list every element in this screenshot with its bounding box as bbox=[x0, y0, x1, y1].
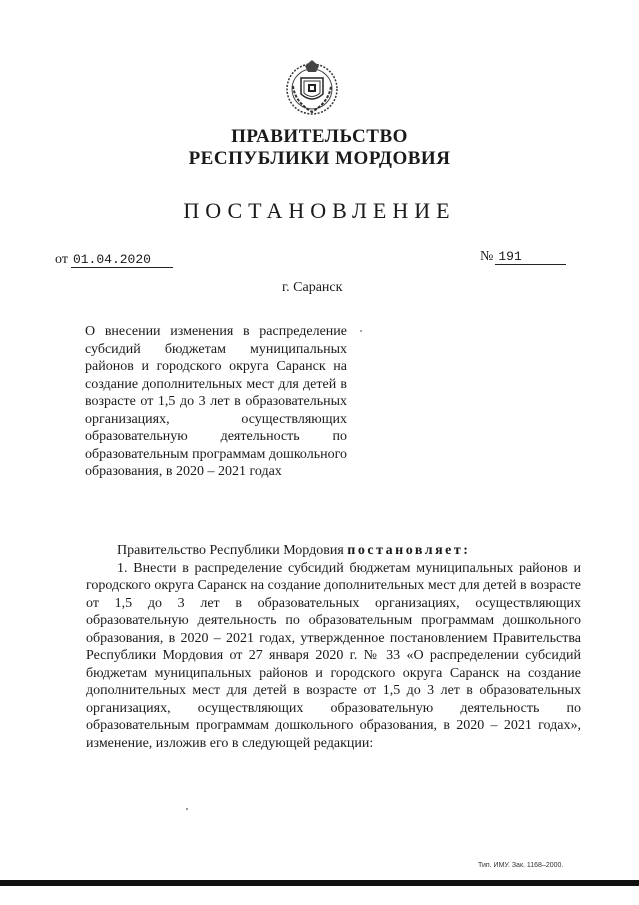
organization-line2: РЕСПУБЛИКИ МОРДОВИЯ bbox=[188, 148, 451, 169]
paragraph-1: 1. Внести в распределение субсидий бюджетам муниципальных районов и городского округа Саранск на создание дополнительных мест для детей в возрасте от 1,5 до 3 лет в образовательных организациях, осуществляющих образовательную деятельность по образовательным программам дошкольного образования, в 2020 – 2021 годах, утвержденное постановлением Правительства Республики Мордовия от 27 января 2020 г. № 33 «О распределении субсидий бюджетам муниципальных районов и городского округа Саранск на создание дополнительных мест для детей в возрасте от 1,5 до 3 лет в образовательных организациях, осуществляющих образовательную деятельность по образовательным программам дошкольного образования, в 2020 – 2021 годах», изменение, изложив его в следующей редакции: bbox=[86, 560, 581, 751]
preamble bbox=[86, 542, 581, 560]
date-value: 01.04.2020 bbox=[71, 252, 173, 268]
preamble-text: Правительство Республики Мордовия bbox=[117, 543, 348, 558]
number-label: № bbox=[480, 249, 494, 264]
date-field bbox=[55, 252, 173, 268]
date-label: от bbox=[55, 252, 68, 267]
bottom-border bbox=[0, 880, 639, 886]
number-field bbox=[480, 249, 566, 265]
document-title: О внесении изменения в распределение субсидий бюджетам муниципальных районов и городского округа Саранск на создание дополнительных мест для детей в возрасте от 1,5 до 3 лет в образовательных организациях, осуществляющих образовательную деятельность по образовательным программам дошкольного образования, в 2020 – 2021 годах bbox=[85, 324, 347, 479]
coat-of-arms-icon bbox=[281, 56, 343, 118]
number-value: 191 bbox=[495, 249, 566, 265]
scan-speck bbox=[186, 808, 188, 810]
city-label: г. Саранск bbox=[282, 280, 343, 295]
document-type: ПОСТАНОВЛЕНИЕ bbox=[183, 198, 456, 223]
printer-mark: Тип. ИМУ. Зак. 1168–2000. bbox=[478, 862, 564, 869]
scan-speck bbox=[360, 330, 362, 332]
decree-word: постановляет: bbox=[347, 543, 471, 558]
document-body bbox=[86, 542, 581, 752]
organization-line1: ПРАВИТЕЛЬСТВО bbox=[231, 126, 408, 147]
